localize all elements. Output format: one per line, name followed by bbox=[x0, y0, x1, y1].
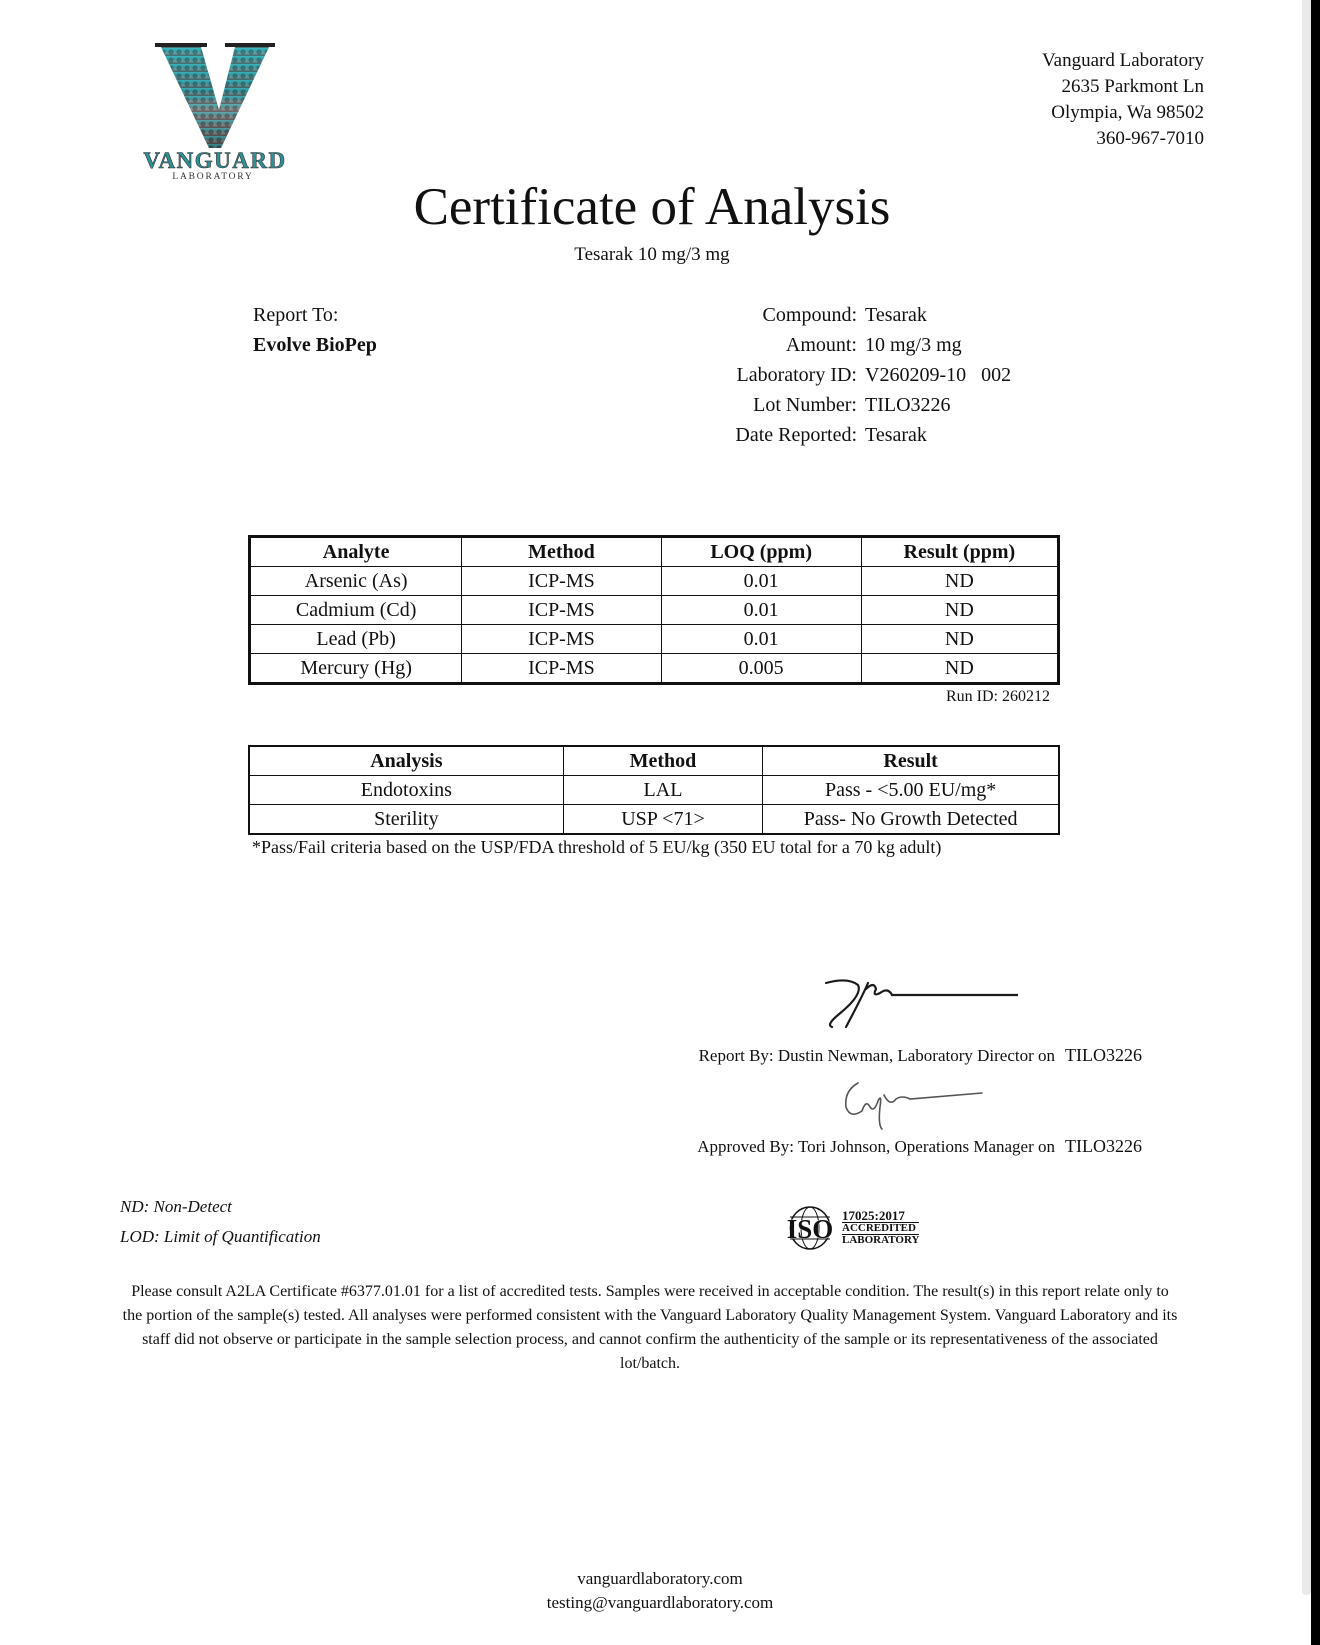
table-row bbox=[249, 776, 1059, 805]
scrollbar[interactable] bbox=[1302, 0, 1311, 1595]
table-row bbox=[250, 596, 1059, 625]
sample-info-row bbox=[660, 300, 1011, 330]
legend-item: LOD: Limit of Quantification bbox=[120, 1227, 321, 1246]
lot-number-value: TILO3226 bbox=[865, 394, 951, 416]
report-by bbox=[699, 1045, 1142, 1066]
result-cell: ND bbox=[861, 596, 1058, 625]
sample-info-row bbox=[660, 360, 1011, 390]
loq-cell: 0.005 bbox=[661, 654, 861, 684]
iso-globe-icon bbox=[780, 1205, 840, 1251]
contact-info bbox=[0, 1567, 1320, 1615]
iso-accreditation-badge bbox=[780, 1205, 919, 1251]
analyte-cell: Arsenic (As) bbox=[250, 567, 462, 596]
report-by-date: TILO3226 bbox=[1065, 1045, 1142, 1065]
table-header-row bbox=[250, 537, 1059, 567]
report-to bbox=[253, 300, 377, 360]
vanguard-logo bbox=[135, 40, 295, 180]
sample-info-row bbox=[660, 330, 1011, 360]
compound-value: Tesarak bbox=[865, 304, 927, 326]
result-cell: ND bbox=[861, 567, 1058, 596]
manager-signature-icon bbox=[840, 1077, 990, 1137]
endotoxin-footnote: *Pass/Fail criteria based on the USP/FDA threshold of 5 EU/kg (350 EU total for a 70 kg adult) bbox=[252, 837, 942, 857]
result-cell: Pass- No Growth Detected bbox=[763, 805, 1059, 835]
analysis-cell: Endotoxins bbox=[249, 776, 563, 805]
column-header: Analysis bbox=[249, 746, 563, 776]
approved-by bbox=[697, 1136, 1142, 1157]
approved-by-date: TILO3226 bbox=[1065, 1136, 1142, 1156]
column-header: Result bbox=[763, 746, 1059, 776]
compound-label: Compound: bbox=[762, 304, 857, 326]
report-to-label: Report To: bbox=[253, 304, 339, 326]
iso-accredited: ACCREDITED bbox=[842, 1223, 919, 1235]
iso-mark: ISO bbox=[786, 1214, 834, 1244]
method-cell: LAL bbox=[563, 776, 763, 805]
address-line: Vanguard Laboratory bbox=[1042, 50, 1204, 71]
lot-number-label: Lot Number: bbox=[753, 394, 857, 416]
email-link[interactable]: testing@vanguardlaboratory.com bbox=[546, 1593, 774, 1612]
amount-value: 10 mg/3 mg bbox=[865, 334, 962, 356]
column-header: Method bbox=[563, 746, 763, 776]
table-row bbox=[250, 567, 1059, 596]
column-header: Result (ppm) bbox=[861, 537, 1058, 567]
lab-address bbox=[1042, 48, 1204, 152]
logo-name: VANGUARD bbox=[143, 148, 287, 173]
disclaimer: Please consult A2LA Certificate #6377.01.01 for a list of accredited tests. Samples were received in acceptable condition. The result(s) in this report relate only to the portion of the sample(s) tested. All analyses were performed consistent with the Vanguard Laboratory Quality Management System. Vanguard Laboratory and its staff did not observe or participate in the sample selection process, and cannot confirm the authenticity of the sample or its representativeness of the associated lot/batch. bbox=[122, 1283, 1178, 1372]
amount-label: Amount: bbox=[785, 334, 857, 356]
address-phone: 360-967-7010 bbox=[1096, 128, 1204, 149]
iso-laboratory: LABORATORY bbox=[842, 1234, 920, 1246]
table-row bbox=[250, 654, 1059, 684]
loq-cell: 0.01 bbox=[661, 567, 861, 596]
lab-id-label: Laboratory ID: bbox=[736, 364, 857, 386]
heavy-metals-table bbox=[248, 535, 1060, 685]
iso-text bbox=[842, 1210, 919, 1246]
window-edge bbox=[1311, 0, 1320, 1645]
client-name: Evolve BioPep bbox=[253, 334, 377, 356]
method-cell: USP <71> bbox=[563, 805, 763, 835]
iso-standard: 17025:2017 bbox=[842, 1210, 919, 1223]
analyte-cell: Cadmium (Cd) bbox=[250, 596, 462, 625]
loq-cell: 0.01 bbox=[661, 625, 861, 654]
legend-item: ND: Non-Detect bbox=[120, 1197, 232, 1216]
column-header: Method bbox=[462, 537, 661, 567]
address-line: Olympia, Wa 98502 bbox=[1051, 102, 1204, 123]
sample-info-row bbox=[660, 420, 1011, 450]
analyte-cell: Mercury (Hg) bbox=[250, 654, 462, 684]
method-cell: ICP-MS bbox=[462, 625, 661, 654]
analysis-cell: Sterility bbox=[249, 805, 563, 835]
director-signature-icon bbox=[818, 975, 1018, 1040]
table-row bbox=[249, 805, 1059, 835]
column-header: LOQ (ppm) bbox=[661, 537, 861, 567]
run-id: Run ID: 260212 bbox=[946, 688, 1050, 705]
method-cell: ICP-MS bbox=[462, 596, 661, 625]
date-reported-value: Tesarak bbox=[865, 424, 927, 446]
logo-v-icon bbox=[135, 40, 295, 180]
logo-sub: LABORATORY bbox=[172, 172, 254, 180]
result-cell: Pass - <5.00 EU/mg* bbox=[763, 776, 1059, 805]
sample-info bbox=[660, 300, 1011, 450]
approved-by-text: Approved By: Tori Johnson, Operations Manager on bbox=[697, 1137, 1056, 1156]
page-subtitle: Tesarak 10 mg/3 mg bbox=[574, 244, 730, 265]
abbreviation-legend bbox=[120, 1192, 321, 1252]
analyte-cell: Lead (Pb) bbox=[250, 625, 462, 654]
method-cell: ICP-MS bbox=[462, 654, 661, 684]
website-link[interactable]: vanguardlaboratory.com bbox=[577, 1569, 743, 1588]
table-row bbox=[250, 625, 1059, 654]
column-header: Analyte bbox=[250, 537, 462, 567]
table-header-row bbox=[249, 746, 1059, 776]
report-by-text: Report By: Dustin Newman, Laboratory Director on bbox=[698, 1046, 1056, 1065]
page-title: Certificate of Analysis bbox=[413, 178, 891, 236]
result-cell: ND bbox=[861, 654, 1058, 684]
sample-info-row bbox=[660, 390, 1011, 420]
result-cell: ND bbox=[861, 625, 1058, 654]
address-line: 2635 Parkmont Ln bbox=[1061, 76, 1204, 97]
loq-cell: 0.01 bbox=[661, 596, 861, 625]
method-cell: ICP-MS bbox=[462, 567, 661, 596]
lab-id-value: V260209-10 002 bbox=[865, 364, 1012, 386]
date-reported-label: Date Reported: bbox=[735, 424, 857, 446]
microbiology-table bbox=[248, 745, 1060, 835]
